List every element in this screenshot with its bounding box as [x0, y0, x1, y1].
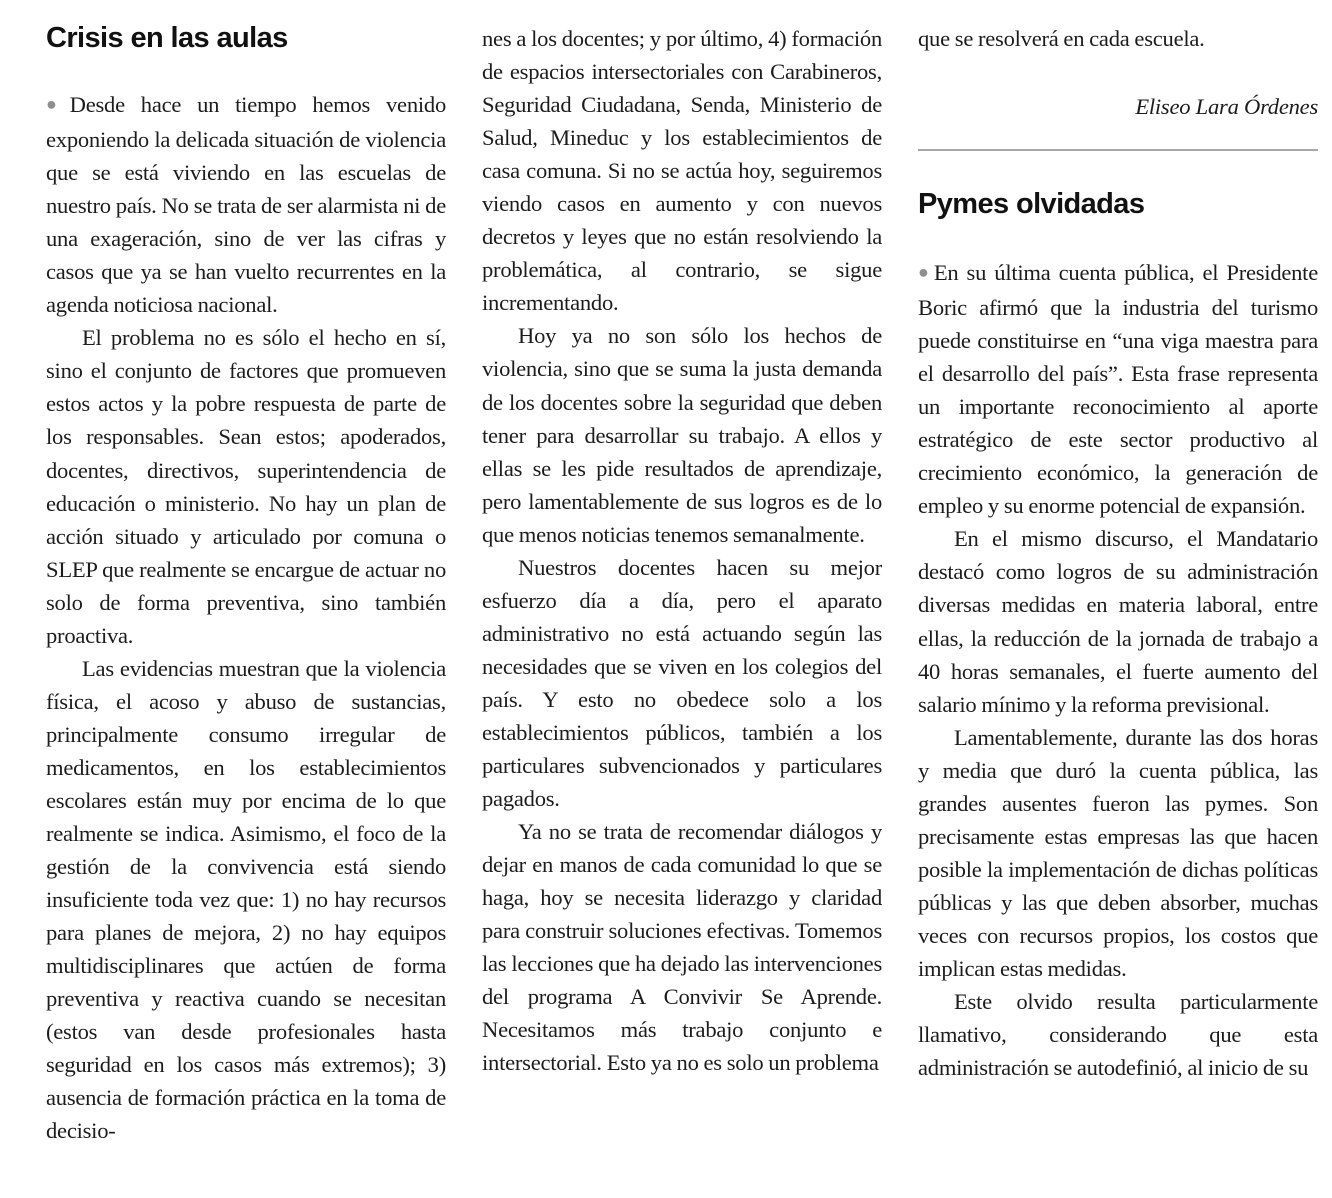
- article-divider: [918, 149, 1318, 151]
- bullet-icon: ●: [46, 94, 68, 114]
- article-1-paragraph: Ya no se trata de recomendar diálogos y dejar en manos de cada comunidad lo que se haga, hoy se necesita liderazgo y claridad para construir soluciones efectivas. Tomemos las lecciones que ha dejado las intervenciones del programa A Convivir Se Aprende. Necesitamos más trabajo conjunto e intersectorial. Esto ya no es solo un problema: [482, 819, 882, 1076]
- article-1-body-part-1: [46, 88, 446, 1148]
- article-1-body-part-2: [482, 22, 882, 1080]
- article-1-paragraph: Nuestros docentes hacen su mejor esfuerzo día a día, pero el aparato administrativo no está actuando según las necesidades que se viven en los colegios del país. Y esto no obedece solo a los establecimientos públicos, también a los particulares subvencionados y particulares pagados.: [482, 554, 882, 812]
- column-1: [46, 0, 446, 1198]
- article-1-paragraph: nes a los docentes; y por último, 4) formación de espacios intersectoriales con Carabineros, Seguridad Ciudadana, Senda, Ministerio de Salud, Mineduc y los establecimientos de casa comuna. Si no se actúa hoy, seguiremos viendo casos en aumento y con nuevos decretos y leyes que no están resolviendo la problemática, al contrario, se sigue incrementando.: [482, 26, 882, 316]
- article-1-headline: Crisis en las aulas: [46, 22, 288, 54]
- article-2-paragraph: Este olvido resulta particularmente llamativo, considerando que esta administración se autodefinió, al inicio de su: [918, 989, 1318, 1081]
- article-2-body: [918, 256, 1318, 1084]
- column-2: [482, 0, 882, 1198]
- article-2-paragraph: En el mismo discurso, el Mandatario destacó como logros de su administración diversas medidas en materia laboral, entre ellas, la reducción de la jornada de trabajo a 40 horas semanales, el fuerte aumento del salario mínimo y la reforma previsional.: [918, 526, 1318, 717]
- column-3: [918, 0, 1318, 1198]
- article-1-paragraph: Hoy ya no son sólo los hechos de violencia, sino que se suma la justa demanda de los docentes sobre la seguridad que deben tener para desarrollar su trabajo. A ellos y ellas se les pide resultados de aprendizaje, pero lamentablemente de sus logros es de lo que menos noticias tenemos semanalmente.: [482, 323, 882, 547]
- article-1-paragraph: ●Desde hace un tiempo hemos venido exponiendo la delicada situación de violencia que se está viviendo en las escuelas de nuestro país. No se trata de ser alarmista ni de una exageración, sino de ver las cifras y casos que ya se han vuelto recurrentes en la agenda noticiosa nacional.: [46, 92, 446, 318]
- article-1-body-part-3: [918, 22, 1318, 55]
- article-1-paragraph: que se resolverá en cada escuela.: [918, 26, 1205, 51]
- bullet-icon: ●: [918, 262, 932, 282]
- article-1-paragraph: Las evidencias muestran que la violencia física, el acoso y abuso de sustancias, principalmente consumo irregular de medicamentos, en los establecimientos escolares están muy por encima de lo que realmente se indica. Asimismo, el foco de la gestión de la convivencia está siendo insuficiente toda vez que: 1) no hay recursos para planes de mejora, 2) no hay equipos multidisciplinares que actúen de forma preventiva y reactiva cuando se necesitan (estos van desde profesionales hasta seguridad en los casos más extremos); 3) ausencia de formación práctica en la toma de decisio-: [46, 655, 446, 1144]
- article-1-paragraph: El problema no es sólo el hecho en sí, sino el conjunto de factores que promueven estos actos y la pobre respuesta de parte de los responsables. Sean estos; apoderados, docentes, directivos, superintendencia de educación o ministerio. No hay un plan de acción situado y articulado por comuna o SLEP que realmente se encargue de actuar no solo de forma preventiva, sino también proactiva.: [46, 325, 446, 648]
- article-1-author: Eliseo Lara Órdenes: [1135, 94, 1318, 119]
- article-2-paragraph: Lamentablemente, durante las dos horas y media que duró la cuenta pública, las grandes ausentes fueron las pymes. Son precisamente estas empresas las que hacen posible la implementación de dichas políticas públicas y las que deben absorber, muchas veces con recursos propios, los costos que implican estas medidas.: [918, 724, 1318, 981]
- article-2-headline: Pymes olvidadas: [918, 188, 1145, 220]
- article-2-paragraph: ●En su última cuenta pública, el Presidente Boric afirmó que la industria del turismo puede constituirse en “una viga maestra para el desarrollo del país”. Esta frase representa un importante reconocimiento al aporte estratégico de este sector productivo al crecimiento económico, la generación de empleo y su enorme potencial de expansión.: [918, 260, 1318, 519]
